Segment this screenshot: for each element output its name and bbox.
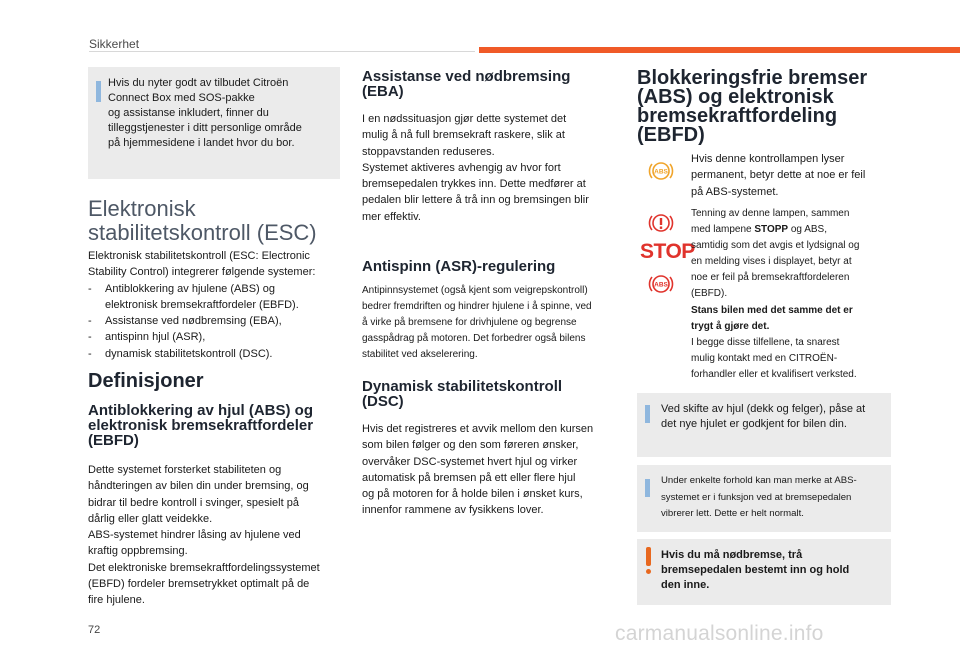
- header-divider: [89, 51, 475, 52]
- header-accent-bar: [479, 47, 960, 53]
- asr-body-line: bedrer fremdriften og hindrer hjulene i å spinne, ved: [362, 301, 592, 313]
- eba-heading: [362, 69, 570, 99]
- asr-body-line: stabilitet ved akselerering.: [362, 349, 478, 361]
- abs-heading-line: elektronisk bremsekraftfordeler: [88, 417, 314, 434]
- watermark: carmanualsonline.info: [615, 622, 824, 645]
- lamp2-text: [691, 206, 896, 383]
- list-dash: -: [88, 347, 92, 360]
- abs-body-line: (EBFD) fordeler bremsetrykket optimalt på de: [88, 578, 310, 591]
- connect-box-note: [88, 67, 340, 179]
- list-text: antispinn hjul (ASR),: [105, 331, 206, 344]
- info-icon: [96, 81, 101, 102]
- asr-heading: Antispinn (ASR)-regulering: [362, 258, 556, 275]
- esc-list-item: [88, 346, 343, 362]
- abs-ebfd-heading-line: Blokkeringsfrie bremser: [637, 67, 868, 89]
- list-text: dynamisk stabilitetskontroll (DSC).: [105, 347, 273, 360]
- esc-heading-line: Elektronisk: [88, 196, 196, 221]
- esc-list-item: [88, 281, 343, 314]
- esc-list-item: [88, 329, 343, 345]
- list-text: elektronisk bremsekraftfordeler (EBFD).: [105, 298, 299, 311]
- eba-body-line: pedalen blir lettere å trå inn og bremsingen blir: [362, 194, 589, 207]
- dsc-body: [362, 421, 628, 519]
- abs-heading: [88, 403, 313, 448]
- abs-warning-icon: [648, 271, 674, 297]
- esc-heading-line: stabilitetskontroll (ESC): [88, 220, 317, 245]
- abs-ebfd-heading-line: (EBFD): [637, 124, 705, 146]
- abs-warning-icon: [648, 158, 674, 184]
- warning-line: bremsepedalen bestemt inn og hold: [661, 564, 850, 576]
- abs-vibration-note-text: [661, 473, 889, 523]
- dsc-body-line: som bilen følger og den som føreren ønsker,: [362, 439, 579, 452]
- list-dash: -: [88, 315, 92, 328]
- info-icon: [645, 479, 650, 497]
- asr-body-line: å virke på bremsene for drivhjulene og begrense: [362, 317, 577, 329]
- abs-heading-line: (EBFD): [88, 432, 139, 449]
- lamp1-text: [691, 151, 891, 200]
- abs-ebfd-heading: [637, 69, 867, 145]
- abs-heading-line: Antiblokkering av hjul (ABS) og: [88, 402, 314, 419]
- lamp2-line: (EBFD).: [691, 288, 728, 300]
- asr-body-line: gasspådrag på motoren. Det forbedrer også bilens: [362, 333, 586, 345]
- list-text: Antiblokkering av hjulene (ABS) og: [105, 282, 275, 295]
- lamp2-line: samtidig som det avgis et lydsignal og: [691, 240, 860, 252]
- abs-ebfd-heading-line: (ABS) og elektronisk: [637, 86, 834, 108]
- note-line: og assistanse inkludert, finner du: [108, 107, 269, 119]
- list-dash: -: [88, 331, 92, 344]
- eba-heading-line: (EBA): [362, 83, 404, 100]
- eba-body-line: mulig å nå full bremsekraft raskere, slik at: [362, 129, 565, 142]
- abs-body: [88, 462, 350, 609]
- stop-icon: STOP: [640, 240, 695, 263]
- lamp2-bold-line: Stans bilen med det samme det er: [691, 304, 853, 316]
- dsc-heading-line: Dynamisk stabilitetskontroll: [362, 378, 563, 395]
- note-line: på hjemmesidene i landet hvor du bor.: [108, 137, 295, 149]
- note-line: tilleggstjenester i ditt personlige område: [108, 122, 302, 134]
- lamp2-line: en melding vises i displayet, betyr at: [691, 256, 852, 268]
- warning-line: Hvis du må nødbremse, trå: [661, 549, 803, 561]
- lamp2-line: noe er feil på bremsekraftfordeleren: [691, 272, 850, 284]
- warning-icon-dot: [646, 569, 651, 574]
- abs-body-line: Dette systemet forsterket stabiliteten og: [88, 464, 282, 476]
- section-label: Sikkerhet: [89, 37, 140, 51]
- warning-icon: [646, 547, 651, 566]
- definitions-heading: Definisjoner: [88, 370, 204, 392]
- dsc-body-line: overvåker DSC-systemet hvert hjul og virker: [362, 455, 578, 468]
- dsc-body-line: Hvis det registreres et avvik mellom den kursen: [362, 423, 594, 435]
- list-text: Assistanse ved nødbremsing (EBA),: [105, 315, 282, 328]
- esc-intro-line: Elektronisk stabilitetskontroll (ESC: Electronic: [88, 250, 310, 262]
- svg-text:ABS: ABS: [654, 281, 668, 289]
- note-line: Ved skifte av hjul (dekk og felger), påse at: [661, 403, 866, 415]
- lamp2-text-post: og ABS,: [788, 224, 828, 236]
- page-number: 72: [88, 624, 101, 636]
- dsc-heading-line: (DSC): [362, 393, 404, 410]
- svg-text:ABS: ABS: [654, 168, 668, 176]
- stop-lamp-label: STOPP: [754, 224, 789, 236]
- eba-heading-line: Assistanse ved nødbremsing: [362, 68, 571, 85]
- lamp1-line: permanent, betyr dette at noe er feil: [691, 169, 866, 182]
- lamp2-text-pre: med lampene: [691, 224, 755, 236]
- eba-body-line: stoppavstanden reduseres.: [362, 145, 495, 158]
- dsc-body-line: og på motoren for å holde bilen i ønsket kurs,: [362, 488, 583, 501]
- warning-line: den inne.: [661, 579, 710, 591]
- wheel-change-note-text: [661, 402, 889, 432]
- lamp2-line: [691, 222, 896, 238]
- lamp2-bold-line: trygt å gjøre det.: [691, 320, 770, 332]
- note-line: vibrerer lett. Dette er helt normalt.: [661, 508, 804, 519]
- abs-body-line: bidrar til bedre kontroll i svinger, spesielt på: [88, 496, 299, 509]
- emergency-brake-warning-text: [661, 548, 889, 593]
- eba-body-line: Systemet aktiveres avhengig av hvor fort: [362, 161, 561, 174]
- list-dash: -: [88, 282, 92, 295]
- lamp1-line: Hvis denne kontrollampen lyser: [691, 153, 845, 165]
- lamp2-line: mulig kontakt med en CITROËN-: [691, 352, 838, 364]
- esc-intro: [88, 248, 343, 362]
- dsc-heading: [362, 379, 562, 409]
- esc-intro-line: Stability Control) integrerer følgende systemer:: [88, 266, 316, 279]
- abs-body-line: dårlig eller glatt veidekke.: [88, 512, 213, 525]
- lamp2-line: I begge disse tilfellene, ta snarest: [691, 336, 840, 348]
- connect-box-note-text: [108, 76, 336, 151]
- warning-exclamation-icon: [647, 210, 675, 236]
- dsc-body-line: innenfor rammene av fysikkens lover.: [362, 504, 544, 517]
- wheel-change-note: [637, 393, 891, 457]
- asr-body-line: Antipinnsystemet (også kjent som veigrepskontroll): [362, 285, 588, 296]
- abs-body-line: Det elektroniske bremsekraftfordelingssystemet: [88, 561, 320, 574]
- lamp2-line: Tenning av denne lampen, sammen: [691, 208, 850, 219]
- note-line: det nye hjulet er godkjent for bilen din.: [661, 418, 847, 430]
- info-icon: [645, 405, 650, 423]
- abs-ebfd-heading-line: bremsekraftfordeling: [637, 105, 838, 127]
- abs-body-line: kraftig oppbremsing.: [88, 545, 188, 558]
- lamp2-line: forhandler eller et kvalifisert verksted.: [691, 368, 857, 380]
- abs-body-line: ABS-systemet hindrer låsing av hjulene ved: [88, 529, 301, 542]
- note-line: Connect Box med SOS-pakke: [108, 92, 255, 104]
- eba-body-line: I en nødssituasjon gjør dette systemet det: [362, 113, 567, 125]
- abs-body-line: håndteringen av bilen din under bremsing, og: [88, 480, 309, 493]
- eba-body: [362, 111, 624, 225]
- esc-list-item: [88, 313, 343, 329]
- note-line: Under enkelte forhold kan man merke at ABS-: [661, 475, 857, 486]
- note-line: systemet er i funksjon ved at bremsepedalen: [661, 491, 852, 503]
- dsc-body-line: automatisk på bremsen på ett eller flere hjul: [362, 471, 576, 484]
- eba-body-line: bremsepedalen trykkes inn. Dette medfører at: [362, 178, 586, 191]
- esc-heading: [88, 197, 317, 245]
- eba-body-line: mer effektiv.: [362, 210, 421, 223]
- asr-body: [362, 283, 627, 363]
- emergency-brake-warning: [637, 539, 891, 605]
- lamp1-line: på ABS-systemet.: [691, 185, 779, 198]
- note-line: Hvis du nyter godt av tilbudet Citroën: [108, 77, 289, 89]
- abs-body-line: fire hjulene.: [88, 594, 145, 607]
- abs-vibration-note: [637, 465, 891, 532]
